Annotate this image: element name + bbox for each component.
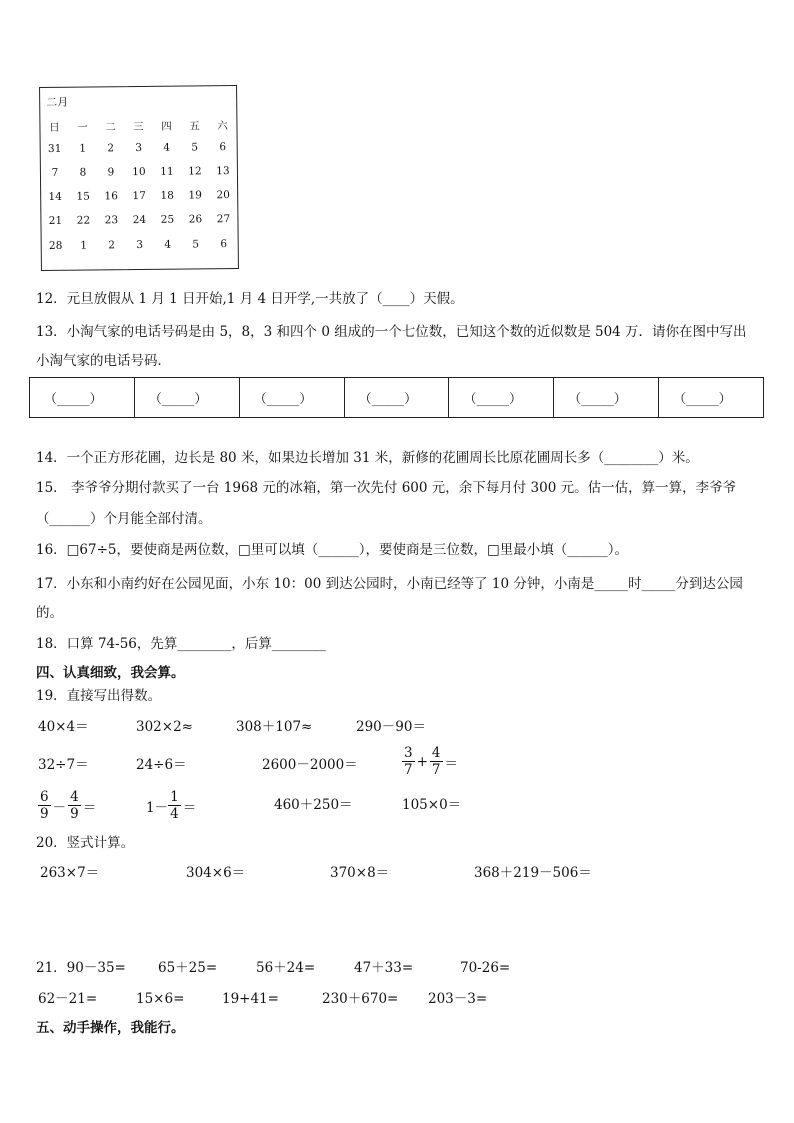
calc-item: 203－3= [428,991,488,1007]
day: 17 [132,189,146,203]
fraction-expression [38,789,98,822]
day: 5 [191,141,199,154]
day: 3 [136,238,144,252]
phone-digit-box[interactable]: （_____） [240,378,345,417]
vertical-calc-item: 263×7＝ [40,865,100,881]
day: 19 [188,189,202,202]
calendar [39,85,239,271]
phone-number-boxes [29,377,764,418]
day: 3 [135,141,143,155]
weekday: 一 [77,121,88,134]
calc-item: 24÷6＝ [136,757,187,773]
day: 4 [164,238,172,251]
day: 7 [51,166,59,179]
day: 22 [76,214,91,227]
phone-digit-box[interactable]: （_____） [135,378,240,417]
question-16: 16．□67÷5，要使商是两位数，□里可以填（______），要使商是三位数，□里最小填（______）。 [36,542,629,558]
operator: － [52,799,67,816]
calc-item: 62－21= [38,991,98,1007]
day: 31 [47,142,62,155]
calc-item: 56＋24= [256,960,316,976]
vertical-calc-item: 370×8＝ [330,865,390,881]
numerator: 6 [40,789,49,805]
question-13-line1: 13．小淘气家的电话号码是由 5，8，3 和四个 0 组成的一个七位数，已知这个数的近似数是 504 万．请你在图中写出 [36,324,747,340]
day: 26 [188,213,203,226]
numerator: 3 [404,745,413,761]
day: 11 [160,165,174,178]
calc-item: 230＋670= [322,991,399,1007]
day: 27 [216,213,231,226]
weekday: 六 [217,120,228,133]
day: 23 [104,214,119,227]
day: 18 [160,189,174,202]
day: 9 [107,166,115,179]
calc-item: 460＋250＝ [274,797,353,813]
weekday: 日 [49,121,60,134]
calendar-weekday-row [40,118,236,136]
question-14: 14．一个正方形花圃，边长是 80 米，如果边长增加 31 米，新修的花圃周长比原花圃周长多（________）米。 [36,450,699,466]
day: 1 [79,142,87,155]
fraction [402,745,415,778]
equals: ＝ [82,799,97,816]
phone-digit-box[interactable]: （_____） [673,392,732,407]
numerator: 4 [431,745,441,761]
day: 25 [160,213,175,226]
day: 10 [132,165,146,179]
day: 2 [107,142,115,155]
phone-digit-box[interactable]: （_____） [554,378,659,417]
fraction-expression [146,789,198,822]
question-13-line2: 小淘气家的电话号码． [36,353,171,369]
calc-item: 290－90＝ [356,719,426,735]
day: 2 [108,239,116,252]
section-4-heading: 四、认真细致，我会算。 [36,665,185,681]
day: 14 [48,190,62,203]
weekday: 四 [161,120,172,133]
calendar-week [41,165,237,183]
day: 6 [220,238,228,251]
calc-item: 19+41= [222,991,279,1007]
day: 6 [219,141,227,154]
denominator: 7 [431,762,441,778]
weekday: 五 [189,120,200,133]
day: 20 [216,189,230,202]
calendar-month: 二月 [46,95,69,109]
day: 8 [79,166,87,179]
question-15-line2: （______）个月能全部付清。 [36,511,212,527]
day: 12 [188,165,202,178]
weekday: 三 [133,120,144,134]
phone-digit-box[interactable]: （_____） [345,378,450,417]
equals: ＝ [182,799,197,816]
calendar-week [41,189,237,207]
question-18: 18．口算 74-56，先算________，后算________ [36,636,326,652]
calc-item: 40×4＝ [38,719,89,735]
operator: + [416,753,428,770]
day: 15 [76,190,90,203]
question-12: 12．元旦放假从 1 月 1 日开始,1 月 4 日开学,一共放了（____）天假。 [36,291,464,307]
fraction [430,745,443,778]
denominator: 9 [40,806,49,822]
day: 4 [163,141,171,154]
fraction [168,789,181,822]
question-17-line1: 17．小东和小南约好在公园见面，小东 10：00 到达公园时，小南已经等了 10 分钟，小南是_____时_____分到达公园 [36,576,743,592]
phone-digit-box[interactable]: （_____） [30,378,135,417]
calc-item: 308＋107≈ [236,719,313,735]
fraction [68,789,81,822]
fraction-expression [402,745,460,778]
calendar-week [41,213,237,231]
calc-item: 70-26= [460,960,511,976]
fraction [38,789,51,822]
calendar-week [42,238,238,256]
vertical-calc-item: 368＋219－506＝ [474,865,592,881]
calc-item: 21．90－35= [36,960,126,976]
day: 5 [192,238,200,251]
day: 1 [80,239,88,252]
numerator: 4 [70,789,79,805]
vertical-calc-item: 304×6＝ [186,865,246,881]
section-5-heading: 五、动手操作，我能行。 [36,1020,185,1036]
calc-item: 15×6= [136,991,185,1007]
calc-item: 65＋25= [158,960,218,976]
numerator: 1 [170,789,179,805]
day: 28 [48,239,63,252]
calc-item: 2600－2000＝ [262,757,358,773]
whole-number: 1－ [146,799,169,816]
calc-item: 47＋33= [354,960,414,976]
day: 13 [216,165,230,178]
calc-item: 32÷7＝ [38,757,89,773]
equals: ＝ [444,755,458,772]
calc-item: 302×2≈ [136,719,193,735]
denominator: 9 [70,806,79,822]
phone-digit-box[interactable]: （_____） [449,378,554,417]
question-20-title: 20．竖式计算。 [36,835,135,851]
day: 16 [104,190,118,203]
question-17-line2: 的。 [36,605,63,621]
denominator: 7 [404,762,413,778]
weekday: 二 [105,121,116,134]
calc-item: 105×0＝ [402,797,462,813]
denominator: 4 [170,806,179,822]
question-15-line1: 15． 李爷爷分期付款买了一台 1968 元的冰箱，第一次先付 600 元，余下每月付 300 元。估一估，算一算，李爷爷 [36,480,737,496]
calendar-week [41,141,237,159]
day: 21 [48,214,63,227]
day: 24 [132,213,147,227]
question-19-title: 19．直接写出得数。 [36,688,162,704]
